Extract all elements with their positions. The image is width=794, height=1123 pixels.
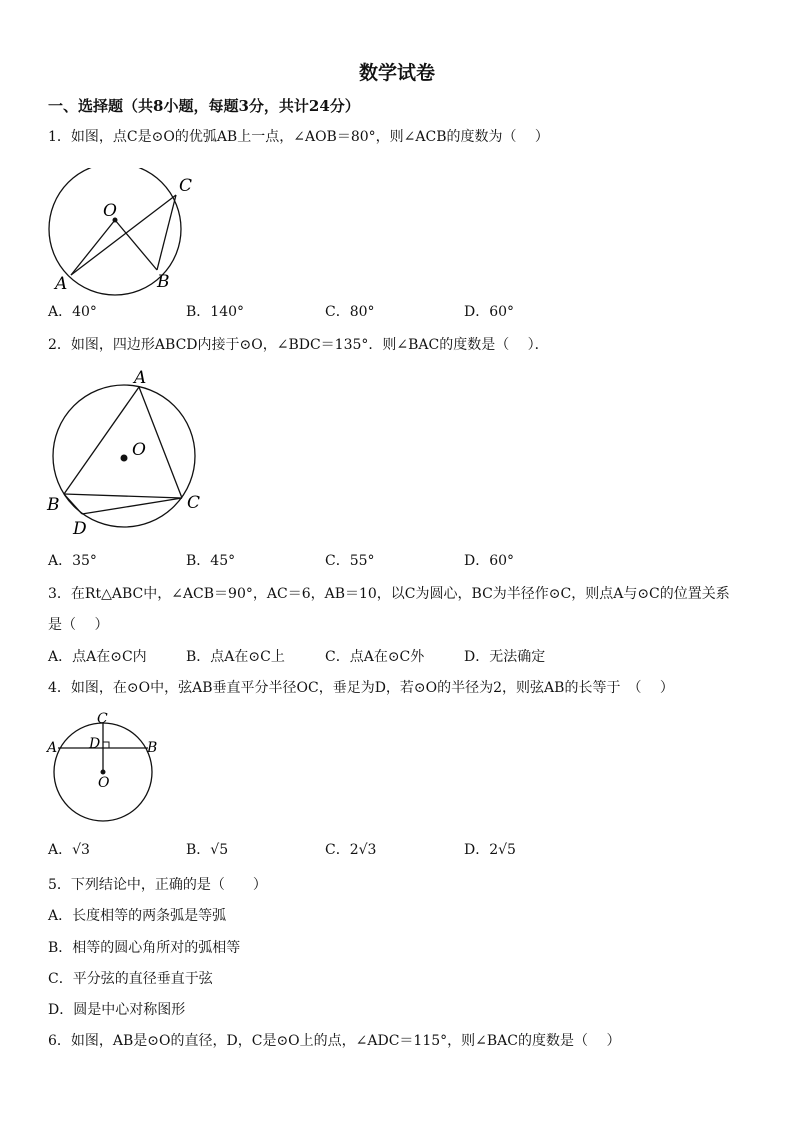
q3-option-a: A．点A在⊙C内 <box>48 649 147 665</box>
question-6-text: 6．如图，AB是⊙O的直径，D，C是⊙O上的点，∠ADC＝115°，则∠BAC的度数是（ ） <box>48 1033 621 1049</box>
q5-option-b: B．相等的圆心角所对的弧相等 <box>48 940 241 956</box>
question-3-text-line1: 3．在Rt△ABC中，∠ACB＝90°，AC＝6，AB＝10，以C为圆心，BC为半径作⊙C，则点A与⊙C的位置关系 <box>48 586 730 602</box>
q4-option-d: D．2√5 <box>464 842 516 858</box>
q1-option-b: B．140° <box>186 304 245 320</box>
q1-label-b: B <box>157 272 170 292</box>
q1-option-a: A．40° <box>48 304 97 320</box>
q2-label-b: B <box>47 495 60 515</box>
q2-option-b: B．45° <box>186 553 236 569</box>
q5-option-d: D．圆是中心对称图形 <box>48 1002 186 1018</box>
q1-label-a: A <box>55 274 68 294</box>
q1-option-d: D．60° <box>464 304 515 320</box>
q4-option-c: C．2√3 <box>325 842 377 858</box>
question-4-text: 4．如图，在⊙O中，弦AB垂直平分半径OC，垂足为D，若⊙O的半径为2，则弦AB的长等于 （ ） <box>48 680 674 696</box>
q1-label-o: O <box>103 201 117 221</box>
q4-label-d: D <box>89 736 101 752</box>
q2-label-o: O <box>132 440 146 460</box>
q3-option-b: B．点A在⊙C上 <box>186 649 285 665</box>
question-2-text: 2．如图，四边形ABCD内接于⊙O，∠BDC＝135°．则∠BAC的度数是（ ）． <box>48 337 549 353</box>
question-3-text-line2: 是（ ） <box>48 617 109 633</box>
q4-label-a: A <box>47 740 58 756</box>
question-1-figure <box>40 168 220 298</box>
q2-option-d: D．60° <box>464 553 515 569</box>
q5-option-c: C．平分弦的直径垂直于弦 <box>48 971 213 987</box>
q2-option-c: C．55° <box>325 553 375 569</box>
question-4-figure <box>44 708 164 826</box>
page-title: 数学试卷 <box>358 62 435 84</box>
question-5-text: 5．下列结论中，正确的是（ ） <box>48 877 267 893</box>
q1-label-c: C <box>179 176 193 196</box>
q4-option-a: A．√3 <box>48 842 90 858</box>
question-2-figure <box>40 368 220 538</box>
q3-option-c: C．点A在⊙C外 <box>325 649 425 665</box>
q1-option-c: C．80° <box>325 304 375 320</box>
q4-label-c: C <box>97 711 108 727</box>
q5-option-a: A．长度相等的两条弧是等弧 <box>48 908 227 924</box>
q2-label-a: A <box>134 368 147 388</box>
section-heading: 一、选择题（共8小题，每题3分，共计24分） <box>48 97 360 115</box>
q4-option-b: B．√5 <box>186 842 229 858</box>
q2-label-d: D <box>73 519 87 538</box>
q2-option-a: A．35° <box>48 553 97 569</box>
question-1-text: 1．如图，点C是⊙O的优弧AB上一点，∠AOB＝80°，则∠ACB的度数为（ ） <box>48 129 549 145</box>
q2-label-c: C <box>187 493 201 513</box>
q4-label-o: O <box>98 775 110 791</box>
q4-label-b: B <box>147 740 158 756</box>
q3-option-d: D．无法确定 <box>464 649 546 665</box>
